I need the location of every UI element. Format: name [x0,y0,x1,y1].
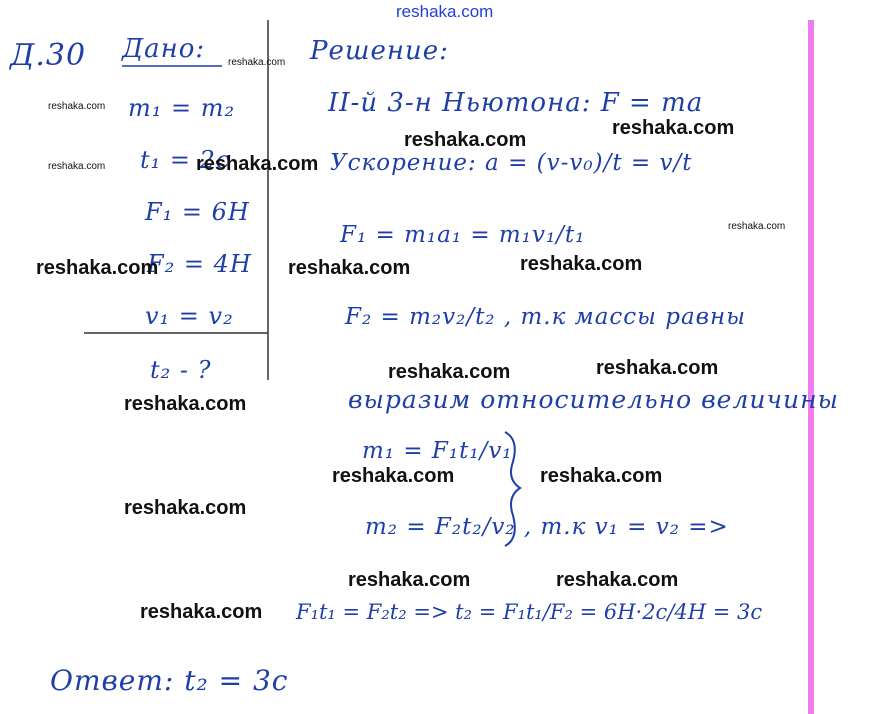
given-line: F₂ = 4H [147,250,252,278]
solution-line: Ускорение: a = (v-v₀)/t = v/t [330,150,693,176]
solution-line: m₁ = F₁t₁/v₁ [362,438,513,464]
watermark: reshaka.com [404,129,527,151]
given-line: v₁ = v₂ [145,302,234,330]
watermark: reshaka.com [124,393,247,415]
watermark: reshaka.com [728,221,786,232]
solution-line: F₂ = m₂v₂/t₂ , т.к массы равны [345,304,746,330]
watermark: reshaka.com [596,357,719,379]
watermark: reshaka.com [140,601,263,623]
problem-number: Д.30 [10,38,87,73]
watermark: reshaka.com [48,101,106,112]
watermark: reshaka.com [196,153,319,175]
answer: Ответ: t₂ = 3c [50,664,289,697]
watermark: reshaka.com [348,569,471,591]
solution-heading: Решение: [310,36,449,66]
watermark: reshaka.com [556,569,679,591]
solution-line: m₂ = F₂t₂/v₂ , т.к v₁ = v₂ => [365,514,729,540]
watermark: reshaka.com [288,257,411,279]
solution-line: выразим относительно величины [348,385,839,414]
find-value: t₂ - ? [150,356,212,384]
watermark: reshaka.com [228,57,286,68]
watermark: reshaka.com [540,465,663,487]
top-watermark[interactable]: reshaka.com [396,2,494,21]
watermark: reshaka.com [388,361,511,383]
solution-line: II-й 3-н Ньютона: F = ma [328,88,704,118]
solution-line: F₁t₁ = F₂t₂ => t₂ = F₁t₁/F₂ = 6H·2c/4H = 3c [296,600,763,624]
watermark: reshaka.com [612,117,735,139]
solution-line: F₁ = m₁a₁ = m₁v₁/t₁ [340,222,586,248]
given-line: F₁ = 6H [145,198,250,226]
given-line: t₁ = 2c [140,146,231,174]
given-line: m₁ = m₂ [128,94,236,122]
watermark: reshaka.com [520,253,643,275]
watermark: reshaka.com [48,161,106,172]
watermark: reshaka.com [332,465,455,487]
watermark: reshaka.com [124,497,247,519]
watermark: reshaka.com [36,257,159,279]
given-heading: Дано: [122,34,206,64]
